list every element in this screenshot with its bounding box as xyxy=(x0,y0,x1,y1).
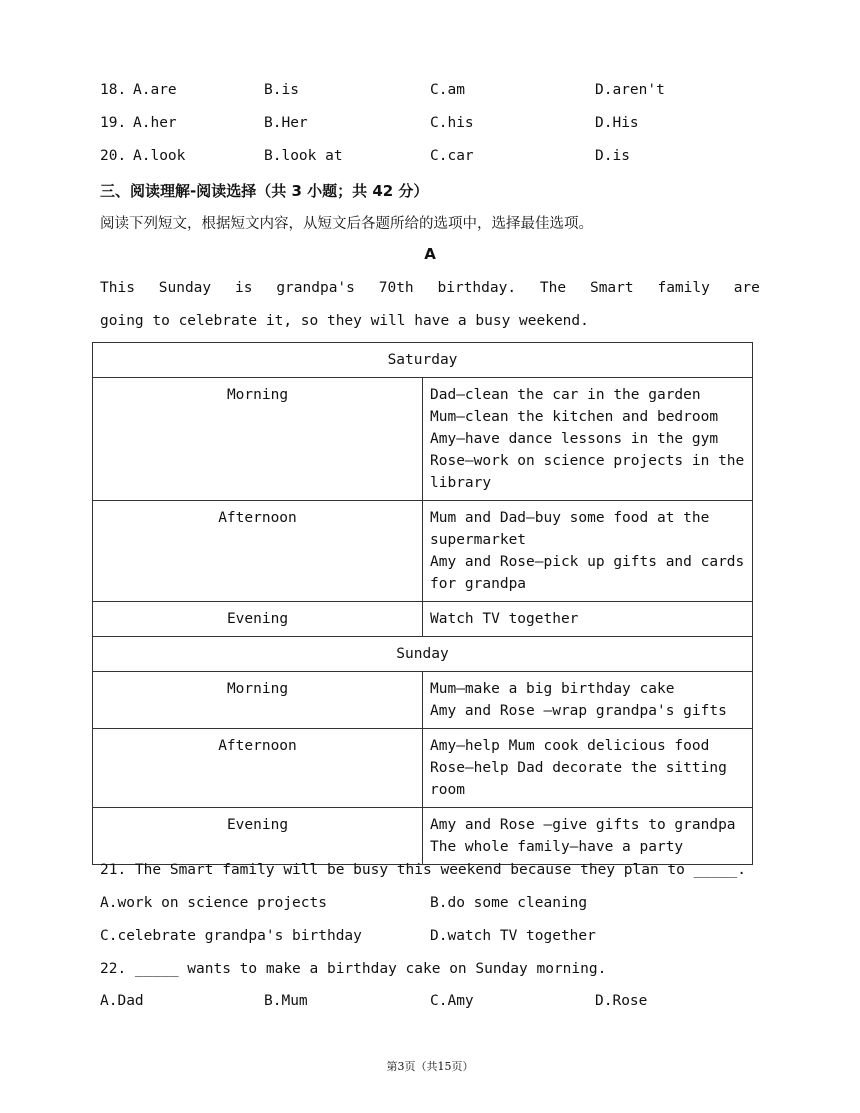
period-cell: Morning xyxy=(93,672,423,729)
option-c: C.am xyxy=(430,82,465,98)
option-a: A.are xyxy=(133,82,177,98)
option-a: A.Dad xyxy=(100,993,144,1009)
period-cell: Morning xyxy=(93,378,423,501)
section-instruction: 阅读下列短文，根据短文内容，从短文后各题所给的选项中，选择最佳选项。 xyxy=(100,216,593,232)
activity-item: Watch TV together xyxy=(430,611,579,627)
activities-cell xyxy=(423,501,753,602)
passage-line-1 xyxy=(100,280,760,296)
passage-label: A xyxy=(424,245,436,263)
table-row xyxy=(93,501,753,602)
activity-item: Mum—clean the kitchen and bedroom xyxy=(430,409,719,425)
table-row xyxy=(93,808,753,865)
option-c: C.his xyxy=(430,115,474,131)
passage-word: grandpa's xyxy=(276,280,355,296)
table-row xyxy=(93,729,753,808)
option-c: C.car xyxy=(430,148,474,164)
question-stem: 22. _____ wants to make a birthday cake on Sunday morning. xyxy=(100,961,607,977)
passage-word: are xyxy=(733,280,760,296)
activities-cell xyxy=(423,729,753,808)
option-d: D.His xyxy=(595,115,639,131)
activity-item: Dad—clean the car in the garden xyxy=(430,387,701,403)
activity-item: Amy and Rose—pick up gifts and cards for grandpa xyxy=(430,554,745,592)
activity-item: Amy and Rose —give gifts to grandpa xyxy=(430,817,736,833)
question-number: 20. xyxy=(100,148,127,164)
option-a: A.her xyxy=(133,115,177,131)
activities-cell xyxy=(423,672,753,729)
passage-line-2: going to celebrate it, so they will have a busy weekend. xyxy=(100,313,589,329)
activity-item: Amy and Rose —wrap grandpa's gifts xyxy=(430,703,727,719)
passage-word: is xyxy=(235,280,253,296)
period-cell: Evening xyxy=(93,808,423,865)
period-cell: Evening xyxy=(93,602,423,637)
activity-item: Mum and Dad—buy some food at the supermarket xyxy=(430,510,710,548)
passage-word: Smart xyxy=(589,280,634,296)
option-c: C.celebrate grandpa's birthday xyxy=(100,928,362,944)
page-footer: 第3页（共15页） xyxy=(386,1060,474,1073)
table-row xyxy=(93,672,753,729)
activity-item: The whole family—have a party xyxy=(430,839,684,855)
table-row xyxy=(93,602,753,637)
option-b: B.look at xyxy=(264,148,343,164)
table-row xyxy=(93,343,753,378)
option-b: B.Her xyxy=(264,115,308,131)
activity-item: Amy—help Mum cook delicious food xyxy=(430,738,710,754)
option-a: A.work on science projects xyxy=(100,895,327,911)
activities-cell xyxy=(423,378,753,501)
option-b: B.Mum xyxy=(264,993,308,1009)
day-header-saturday: Saturday xyxy=(93,343,753,378)
activities-cell xyxy=(423,808,753,865)
weekend-schedule-table xyxy=(92,342,753,865)
question-number: 19. xyxy=(100,115,127,131)
activity-item: Mum—make a big birthday cake xyxy=(430,681,675,697)
activity-item: Amy—have dance lessons in the gym xyxy=(430,431,719,447)
question-number: 18. xyxy=(100,82,127,98)
table-row xyxy=(93,637,753,672)
period-cell: Afternoon xyxy=(93,729,423,808)
option-a: A.look xyxy=(133,148,186,164)
passage-word: family xyxy=(657,280,710,296)
passage-word: This xyxy=(100,280,135,296)
option-d: D.Rose xyxy=(595,993,648,1009)
table-row xyxy=(93,378,753,501)
activity-item: Rose—work on science projects in the library xyxy=(430,453,745,491)
option-d: D.is xyxy=(595,148,630,164)
option-b: B.do some cleaning xyxy=(430,895,588,911)
question-stem: 21. The Smart family will be busy this weekend because they plan to _____. xyxy=(100,862,747,878)
day-header-sunday: Sunday xyxy=(93,637,753,672)
option-b: B.is xyxy=(264,82,299,98)
activity-item: Rose—help Dad decorate the sitting room xyxy=(430,760,727,798)
option-c: C.Amy xyxy=(430,993,474,1009)
option-d: D.aren't xyxy=(595,82,665,98)
option-d: D.watch TV together xyxy=(430,928,596,944)
passage-word: Sunday xyxy=(158,280,212,296)
period-cell: Afternoon xyxy=(93,501,423,602)
passage-word: 70th xyxy=(378,280,414,296)
passage-word: The xyxy=(539,280,567,296)
passage-word: birthday. xyxy=(437,280,517,296)
activities-cell xyxy=(423,602,753,637)
section-title: 三、阅读理解-阅读选择（共 3 小题；共 42 分） xyxy=(100,182,429,200)
